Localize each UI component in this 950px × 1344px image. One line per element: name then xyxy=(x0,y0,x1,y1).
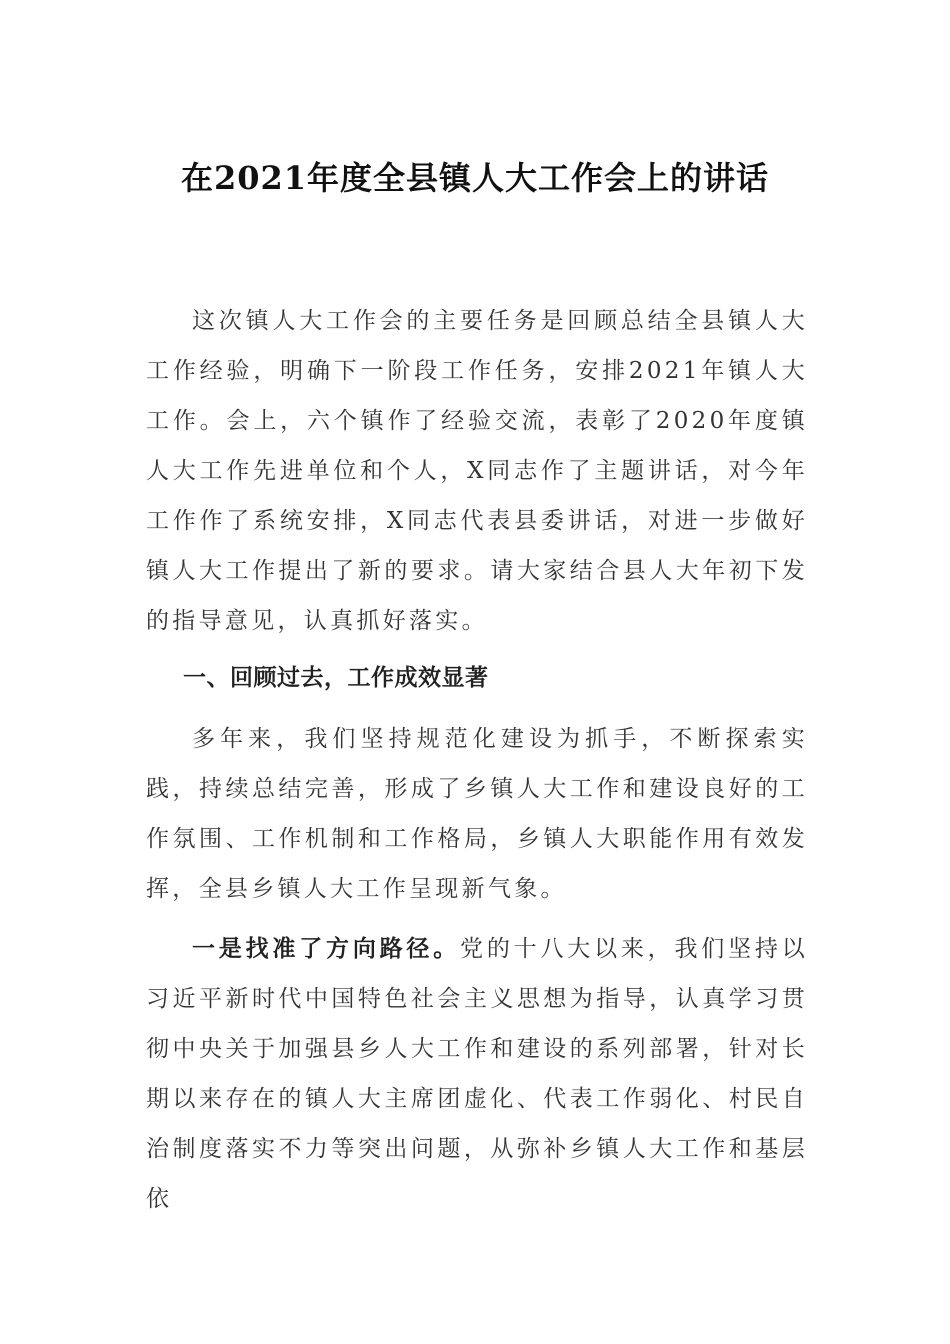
point-one-block xyxy=(146,924,808,1224)
section-heading: 一、回顾过去，工作成效显著 xyxy=(183,665,489,691)
point-one-text: 党的十八大以来，我们坚持以习近平新时代中国特色社会主义思想为指导，认真学习贯彻中央关于加强县乡人大工作和建设的系列部署，针对长期以来存在的镇人大主席团虚化、代表工作弱化、村民自治制度落实不力等突出问题，从弥补乡镇人大工作和基层依 xyxy=(146,936,808,1212)
document-title: 在2021年度全县镇人大工作会上的讲话 xyxy=(180,159,770,197)
point-one-lead: 一是找准了方向路径。 xyxy=(192,935,461,962)
point-one-paragraph xyxy=(146,924,808,1224)
section-intro-paragraph: 多年来，我们坚持规范化建设为抓手，不断探索实践，持续总结完善，形成了乡镇人大工作和建设良好的工作氛围、工作机制和工作格局，乡镇人大职能作用有效发挥，全县乡镇人大工作呈现新气象。 xyxy=(146,726,808,902)
intro-paragraph: 这次镇人大工作会的主要任务是回顾总结全县镇人大工作经验，明确下一阶段工作任务，安排2021年镇人大工作。会上，六个镇作了经验交流，表彰了2020年度镇人大工作先进单位和个人，X同志作了主题讲话，对今年工作作了系统安排，X同志代表县委讲话，对进一步做好镇人大工作提出了新的要求。请大家结合县人大年初下发的指导意见，认真抓好落实。 xyxy=(146,308,808,634)
intro-paragraph-block xyxy=(146,296,808,646)
section-one-intro-block xyxy=(146,714,808,914)
section-one-heading-block xyxy=(146,653,808,703)
